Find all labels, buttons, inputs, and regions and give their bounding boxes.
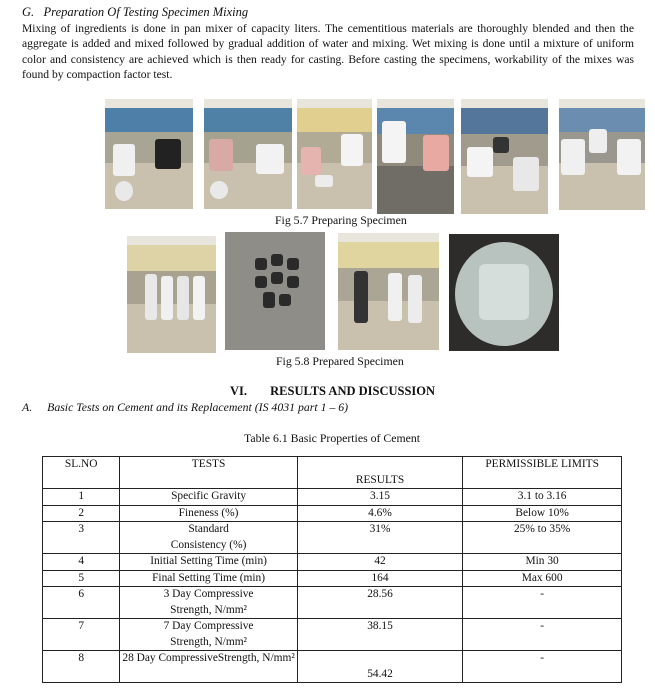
cell-sl: 7	[43, 619, 120, 651]
cell-test: 28 Day CompressiveStrength, N/mm²	[120, 651, 297, 683]
cell-sl: 6	[43, 587, 120, 619]
cell-limit: -	[463, 587, 622, 619]
cell-limit: -	[463, 651, 622, 683]
table-row	[43, 554, 622, 571]
cell-sl: 2	[43, 505, 120, 522]
cell-test: 3 Day Compressive Strength, N/mm²	[120, 587, 297, 619]
section-g-letter: G.	[22, 5, 35, 19]
cell-result: 31%	[297, 522, 462, 554]
cell-result: 3.15	[297, 489, 462, 506]
photo-preparing-2	[204, 99, 292, 209]
cell-test: Standard Consistency (%)	[120, 522, 297, 554]
photo-preparing-5	[461, 99, 548, 214]
section-a-letter: A.	[22, 400, 33, 414]
cell-result: 38.15	[297, 619, 462, 651]
cell-result: 42	[297, 554, 462, 571]
cell-sl: 8	[43, 651, 120, 683]
cell-sl: 1	[43, 489, 120, 506]
table-row	[43, 489, 622, 506]
photo-cubes-moulds	[225, 232, 325, 350]
mixing-paragraph: Mixing of ingredients is done in pan mixer of capacity liters. The cementitious materials are thoroughly blended and then the aggregate is added and mixed followed by gradual addition of water and mixing. Wet mixing is done until a mixture of uniform color and consistency are achieved which is then ready for casting. Before casting the specimens, workability of the mixes was found by compaction factor test.	[22, 22, 634, 81]
cell-limit: Min 30	[463, 554, 622, 571]
cell-limit: Max 600	[463, 570, 622, 587]
table-row	[43, 522, 622, 554]
section-a-heading	[22, 400, 348, 415]
table-row	[43, 651, 622, 683]
cell-test: Final Setting Time (min)	[120, 570, 297, 587]
photo-prepared-2	[338, 233, 439, 350]
table-row	[43, 587, 622, 619]
cell-test: Specific Gravity	[120, 489, 297, 506]
header-tests: TESTS	[120, 457, 297, 489]
header-results: RESULTS	[297, 457, 462, 489]
results-heading-title: RESULTS AND DISCUSSION	[270, 384, 436, 398]
photo-curing-tank	[449, 234, 559, 351]
table-row	[43, 570, 622, 587]
cell-test: Fineness (%)	[120, 505, 297, 522]
cell-result: 4.6%	[297, 505, 462, 522]
cell-limit: 3.1 to 3.16	[463, 489, 622, 506]
cell-limit: Below 10%	[463, 505, 622, 522]
cell-sl: 5	[43, 570, 120, 587]
cell-test: 7 Day Compressive Strength, N/mm²	[120, 619, 297, 651]
section-a-title: Basic Tests on Cement and its Replacement (IS 4031 part 1 – 6)	[47, 400, 349, 414]
table-row	[43, 505, 622, 522]
table-title: Table 6.1 Basic Properties of Cement	[244, 431, 421, 445]
fig-5-7-caption: Fig 5.7 Preparing Specimen	[275, 213, 407, 227]
cell-sl: 3	[43, 522, 120, 554]
cell-result: 54.42	[297, 651, 462, 683]
photo-preparing-1	[105, 99, 193, 209]
cell-result: 164	[297, 570, 462, 587]
photo-preparing-3	[297, 99, 372, 209]
cell-test: Initial Setting Time (min)	[120, 554, 297, 571]
photo-preparing-6	[559, 99, 645, 210]
section-g-heading	[22, 5, 248, 20]
photo-prepared-1	[127, 236, 216, 353]
cell-limit: -	[463, 619, 622, 651]
cell-sl: 4	[43, 554, 120, 571]
results-heading	[230, 384, 435, 399]
section-g-title: Preparation Of Testing Specimen Mixing	[43, 5, 249, 19]
header-limits: PERMISSIBLE LIMITS	[463, 457, 622, 489]
table-row	[43, 619, 622, 651]
header-slno: SL.NO	[43, 457, 120, 489]
photo-preparing-4	[377, 99, 454, 214]
cell-limit: 25% to 35%	[463, 522, 622, 554]
cement-properties-table	[42, 456, 622, 683]
cell-result: 28.56	[297, 587, 462, 619]
table-header-row	[43, 457, 622, 489]
fig-5-8-caption: Fig 5.8 Prepared Specimen	[276, 354, 404, 368]
results-heading-number: VI.	[230, 384, 248, 398]
